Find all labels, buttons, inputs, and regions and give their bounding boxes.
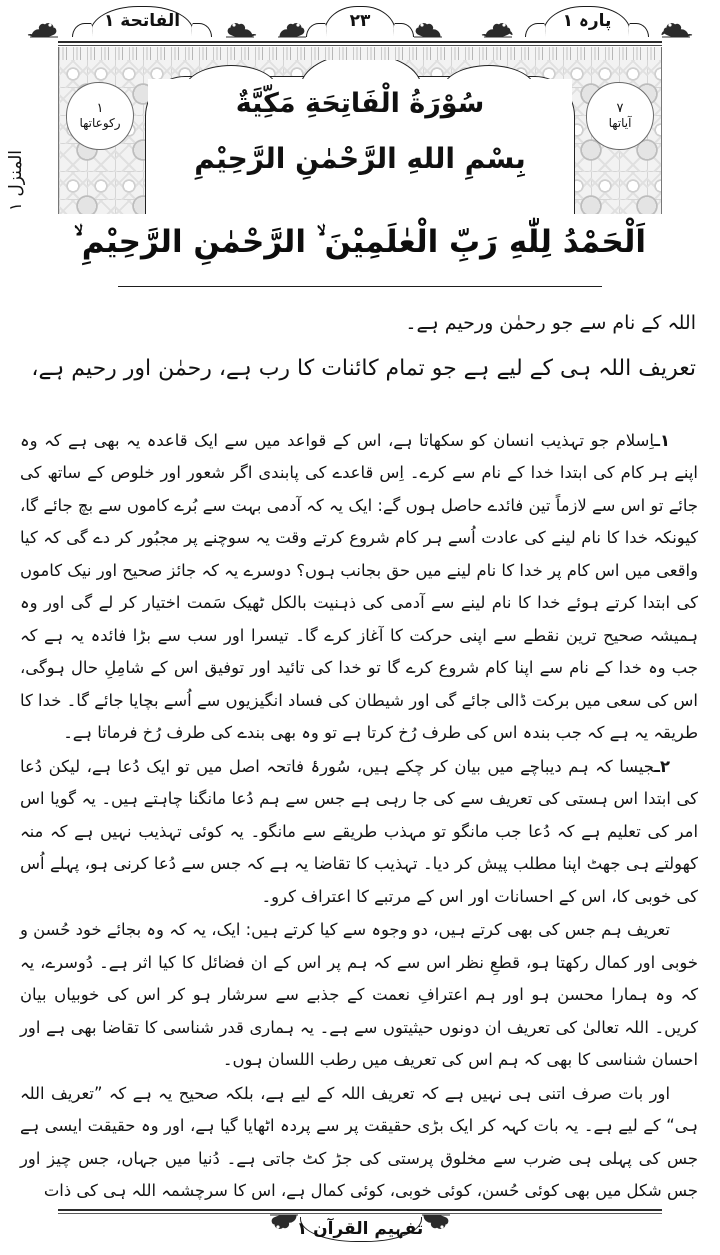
commentary-paragraph bbox=[20, 1078, 698, 1208]
translation-line-2: تعریف اللہ ہی کے لیے ہے جو تمام کائنات کا رب ہے، رحمٰن اور رحیم ہے، bbox=[31, 356, 696, 381]
translation-line-1: اللہ کے نام سے جو رحمٰن ورحیم ہے۔ bbox=[405, 312, 696, 334]
ruku-count-label: رکوعاتها bbox=[79, 115, 121, 130]
commentary-paragraph-text: تعریف ہم جس کی بھی کرتے ہیں، دو وجوہ سے کیا کرتے ہیں: ایک، یہ کہ وہ بجائے خود حُسن و خوبی اور کمال رکھتا ہو، قطعِ نظر اس سے کہ ہم پر اس کے ان فضائل کا کیا اثر ہے۔ دُوسرے، یہ کہ وہ ہمارا محسن ہو اور ہم اعترافِ نعمت کے جذبے سے سرشار ہو کر اس کی خوبیاں بیان کریں۔ اللہ تعالیٰ کی تعریف ان دونوں حیثیتوں سے ہے۔ یہ ہماری قدر شناسی کا تقاضا بھی ہے اور احسان شناسی کا بھی کہ ہم اس کی تعریف میں رطب اللسان ہوں۔ bbox=[20, 920, 698, 1070]
commentary-paragraph bbox=[20, 425, 698, 750]
commentary-body bbox=[20, 425, 698, 1201]
bismillah-text: بِسْمِ اللهِ الرَّحْمٰنِ الرَّحِيْمِ bbox=[194, 142, 526, 175]
floral-finial-icon bbox=[26, 13, 60, 39]
page-header bbox=[58, 0, 662, 44]
header-para-label: پارہ ١ bbox=[562, 11, 612, 31]
surah-title-ornamental-frame bbox=[58, 60, 662, 214]
margin-manzil-label: المنزل ١ bbox=[6, 150, 26, 212]
footnote-marker: ٢ـ bbox=[654, 756, 670, 776]
footer-book-title: تفہیم القرآن ١ bbox=[296, 1218, 424, 1239]
ruku-count-number: ١ bbox=[96, 100, 104, 116]
commentary-paragraph-text: جیسا کہ ہم دیباچے میں بیان کر چکے ہیں، سُورۂ فاتحہ اصل میں تو ایک دُعا ہے، لیکن دُعا کی ابتدا اس ہستی کی تعریف سے کی جا رہی ہے جس سے ہم دُعا مانگنا چاہتے ہیں۔ یہ گویا اس امر کی تعلیم ہے کہ دُعا جب مانگو تو مہذب طریقے سے مانگو۔ یہ کوئی تہذیب نہیں ہے کہ منہ کھولتے ہی جھٹ اپنا مطلب پیش کر دیا۔ تہذیب کا تقاضا یہ ہے کہ جس سے دُعا کرنی ہو، پہلے اُس کی خوبی کا، اس کے احسانات اور اس کے مرتبے کا اعتراف کرو۔ bbox=[20, 756, 698, 906]
header-divider-rule-thin bbox=[58, 45, 662, 46]
commentary-paragraph-text: اِسلام جو تہذیب انسان کو سکھاتا ہے، اس کے قواعد میں سے ایک قاعدہ یہ بھی ہے کہ وہ اپنے ہر کام کی ابتدا خدا کے نام سے کرے۔ اِس قاعدے کی پابندی اگر شعور اور خلوص کے ساتھ کی جائے تو اس سے لازماً تین فائدے حاصل ہوں گے: ایک یہ کہ آدمی بہت سے بُرے کاموں سے بچ جائے گا، کیونکہ خدا کا نام لینے کی عادت اُسے ہر کام شروع کرتے وقت یہ سوچنے پر مجبُور کر دے گی کہ کیا واقعی میں اس کام پر خدا کا نام لینے میں حق بجانب ہوں؟ دوسرے یہ کہ جائز صحیح اور نیک کاموں کی ابتدا کرتے ہوئے خدا کا نام لینے سے آدمی کی ذہنیت بالکل ٹھیک سَمت اختیار کر لے گی اور وہ ہمیشہ صحیح ترین نقطے سے اپنی حرکت کا آغاز کرے گا۔ تیسرا اور سب سے بڑا فائدہ یہ ہے کہ جب وہ خدا کے نام سے اپنا کام شروع کرے گا تو خدا کی تائید اور توفیق اس کے شامِلِ حال ہوگی، اس کی سعی میں برکت ڈالی جائے گی اور شیطان کی فساد انگیزیوں سے اُسے بچایا جائے گا۔ خدا کا طریقہ یہ ہے کہ جب بندہ اس کی طرف رُخ کرتا ہے تو وہ بھی بندے کی طرف رُخ فرماتا ہے۔ bbox=[20, 431, 698, 743]
floral-finial-icon bbox=[660, 13, 694, 39]
floral-finial-icon bbox=[224, 13, 258, 39]
ayat-underline-rule bbox=[118, 286, 602, 287]
ayat-count-label: آیاتها bbox=[608, 115, 632, 130]
footnote-marker: ١ـ bbox=[654, 431, 670, 450]
ayat-count-number: ٧ bbox=[616, 100, 624, 116]
surah-title-text: سُوْرَةُ الْفَاتِحَةِ مَكِّيَّةٌ bbox=[235, 88, 485, 119]
floral-finial-icon bbox=[412, 13, 446, 39]
commentary-paragraph bbox=[20, 751, 698, 913]
arabic-ayat-text: اَلْحَمْدُ لِلّٰهِ رَبِّ الْعٰلَمِيْنَ ۙ الرَّحْمٰنِ الرَّحِيْمِ ۙ bbox=[73, 224, 647, 260]
ruku-count-medallion bbox=[66, 82, 134, 150]
footer-cartouche bbox=[0, 1211, 720, 1241]
header-cartouche-page-number bbox=[298, 2, 422, 42]
header-page-number: ۲۳ bbox=[349, 11, 371, 31]
commentary-paragraph-text: اور بات صرف اتنی ہی نہیں ہے کہ تعریف اللہ کے لیے ہے، بلکہ صحیح یہ ہے کہ ”تعریف اللہ ہی“ کے لیے ہے۔ یہ بات کہہ کر ایک بڑی حقیقت پر سے پردہ اٹھایا گیا ہے، اور وہ حقیقت ایسی ہے جس کی پہلی ہی ضرب سے مخلوق پرستی کی جڑ کٹ جاتی ہے۔ دُنیا میں جہاں، جس چیز اور جس شکل میں بھی کوئی حُسن، کوئی خوبی، کوئی کمال ہے، اس کا سرچشمہ اللہ ہی کی ذات bbox=[20, 1083, 698, 1201]
floral-finial-icon bbox=[274, 13, 308, 39]
header-cartouche-para bbox=[512, 2, 662, 42]
floral-finial-icon bbox=[480, 13, 514, 39]
header-surah-label: الفاتحة ١ bbox=[103, 11, 181, 31]
header-cartouche-surah bbox=[58, 2, 226, 42]
ayat-count-medallion bbox=[586, 82, 654, 150]
commentary-paragraph bbox=[20, 914, 698, 1076]
